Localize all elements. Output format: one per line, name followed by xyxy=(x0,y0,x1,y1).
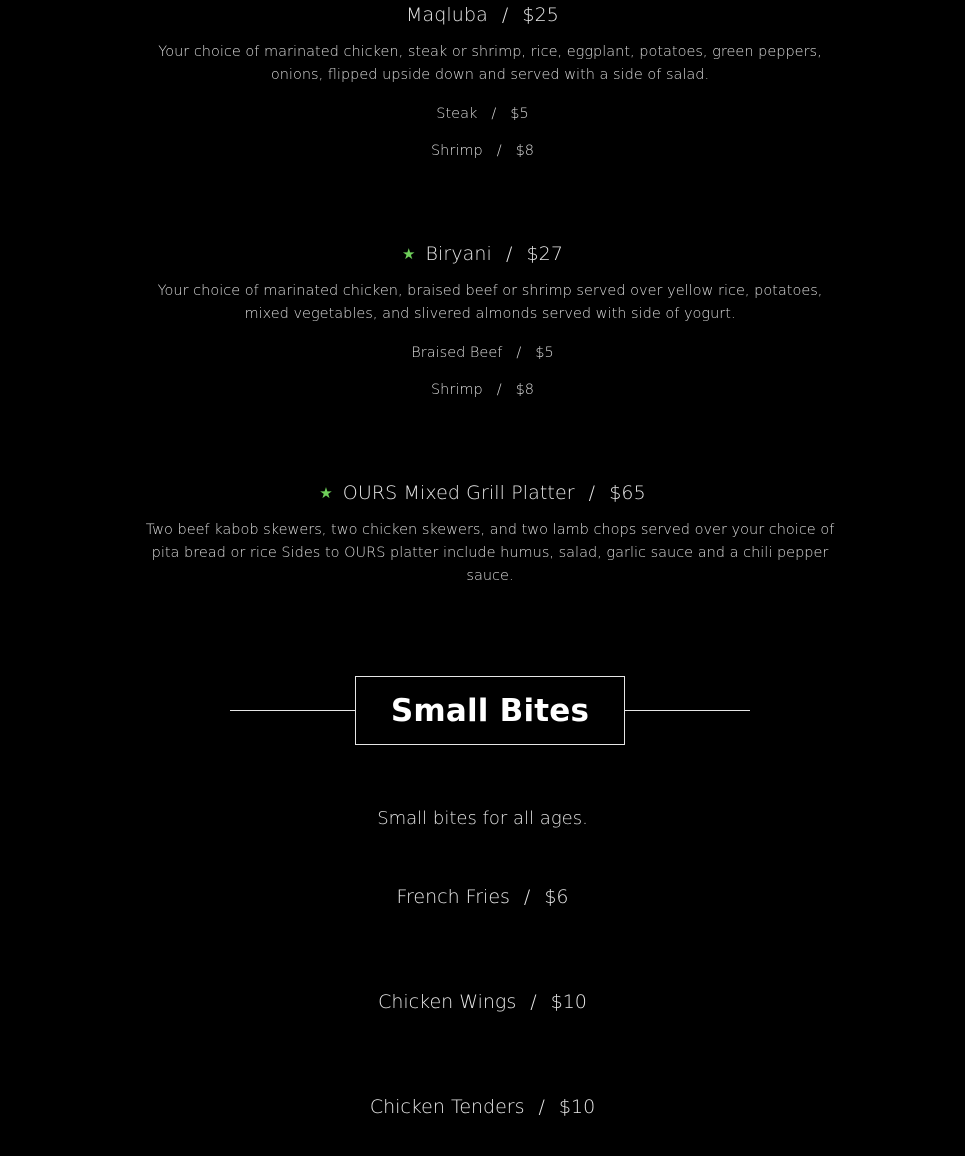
item-price: $6 xyxy=(544,886,569,908)
item-price: $10 xyxy=(550,991,587,1013)
price-separator: / xyxy=(538,1096,545,1118)
addon-price: $5 xyxy=(510,106,529,122)
menu-item-chicken-wings xyxy=(0,991,965,1013)
dish-name: Biryani xyxy=(425,243,492,265)
section-divider-left xyxy=(230,710,355,711)
addon-price: $8 xyxy=(515,382,535,398)
section-subtitle: Small bites for all ages. xyxy=(377,808,588,829)
dish-price: $25 xyxy=(522,4,559,26)
addon-name: Steak xyxy=(436,106,478,122)
price-separator: / xyxy=(496,382,502,398)
addon-braised-beef xyxy=(0,345,965,361)
addon-price: $8 xyxy=(515,143,535,159)
item-name: Chicken Wings xyxy=(378,991,517,1013)
addon-shrimp xyxy=(0,382,965,398)
addon-shrimp xyxy=(0,143,965,159)
addon-steak xyxy=(0,106,965,122)
dish-title-mixed-grill xyxy=(0,482,965,504)
item-price: $10 xyxy=(558,1096,596,1118)
menu-item-french-fries xyxy=(0,886,965,908)
dish-price: $27 xyxy=(526,243,564,265)
dish-price: $65 xyxy=(609,482,646,504)
dish-name: Maqluba xyxy=(406,4,488,26)
price-separator: / xyxy=(496,143,502,159)
price-separator: / xyxy=(523,886,531,908)
dish-description-maqluba: Your choice of marinated chicken, steak or shrimp, rice, eggplant, potatoes, green peppers, onions, flipped upside down and served with a side of salad. xyxy=(158,44,822,83)
dish-title-biryani xyxy=(0,243,965,265)
price-separator: / xyxy=(530,991,537,1013)
section-divider-right xyxy=(625,710,750,711)
addon-price: $5 xyxy=(535,345,554,361)
dish-name: OURS Mixed Grill Platter xyxy=(342,482,575,504)
star-icon: ★ xyxy=(401,245,416,263)
section-title: Small Bites xyxy=(390,692,590,729)
addon-name: Shrimp xyxy=(430,382,483,398)
menu-item-chicken-tenders xyxy=(0,1096,965,1118)
price-separator: / xyxy=(516,345,522,361)
price-separator: / xyxy=(588,482,596,504)
item-name: Chicken Tenders xyxy=(369,1096,525,1118)
section-title-box xyxy=(355,676,625,745)
star-icon: ★ xyxy=(319,484,333,502)
price-separator: / xyxy=(501,4,509,26)
dish-title-maqluba xyxy=(0,4,965,26)
item-name: French Fries xyxy=(396,886,510,908)
price-separator: / xyxy=(491,106,497,122)
dish-description-biryani: Your choice of marinated chicken, braised beef or shrimp served over yellow rice, potatoes, mixed vegetables, and slivered almonds served with side of yogurt. xyxy=(157,283,823,322)
addon-name: Shrimp xyxy=(430,143,483,159)
dish-description-mixed-grill: Two beef kabob skewers, two chicken skewers, and two lamb chops served over your choice of pita bread or rice Sides to OURS platter include humus, salad, garlic sauce and a chili pepper sauce. xyxy=(145,522,835,584)
price-separator: / xyxy=(505,243,513,265)
addon-name: Braised Beef xyxy=(411,345,503,361)
